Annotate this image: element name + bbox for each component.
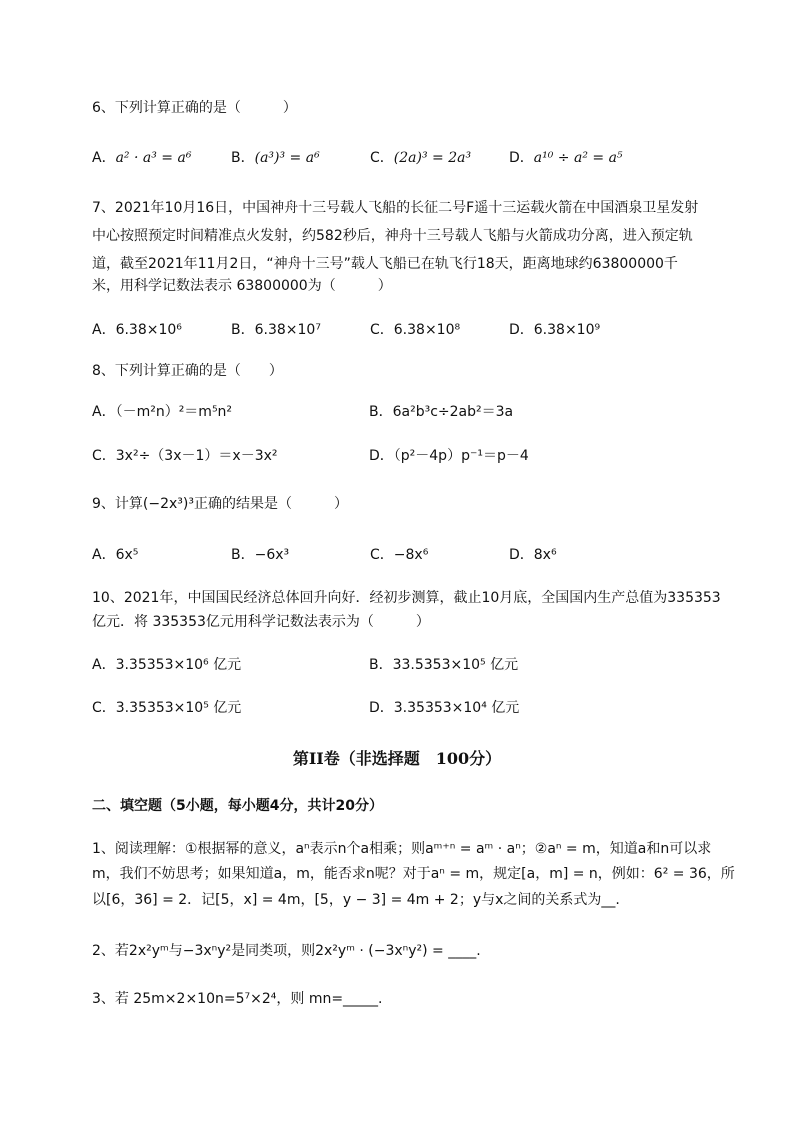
- q10-line-1: 10、2021年，中国国民经济总体回升向好．经初步测算，截止10月底，全国国内生产总值为335353: [92, 590, 721, 606]
- q8-option-a: A．（－m²n）²＝m⁵n²: [92, 404, 233, 420]
- q6-option-b: [231, 148, 320, 168]
- q10-option-c: C．3.35353×10⁵ 亿元: [92, 700, 242, 716]
- q7-option-a: A．6.38×10⁶: [92, 322, 182, 338]
- q7-line-4: 米，用科学记数法表示 63800000为（ ）: [92, 278, 392, 294]
- q10-option-d: D．3.35353×10⁴ 亿元: [369, 700, 520, 716]
- fill2-text: 2、若2x²yᵐ与−3xⁿy²是同类项，则2x²yᵐ · (−3xⁿy²) = ____.: [92, 943, 481, 959]
- q7-option-d: D．6.38×10⁹: [509, 322, 601, 338]
- q8-stem: 8、下列计算正确的是（ ）: [92, 363, 283, 379]
- fill1-line-3: 以[6，36] = 2．记[5，x] = 4m，[5，y − 3] = 4m + 2；y与x之间的关系式为__.: [92, 892, 620, 908]
- option-expr: a² · a³ = a⁶: [115, 150, 192, 166]
- q9-option-d: D．8x⁶: [509, 547, 557, 563]
- q8-option-c: C．3x²÷（3x－1）＝x－3x²: [92, 448, 278, 464]
- option-label: A．: [92, 150, 116, 166]
- q6-stem: 6、下列计算正确的是（ ）: [92, 100, 297, 116]
- section-title: 第II卷（非选择题 100分）: [292, 749, 502, 768]
- fill1-line-1: 1、阅读理解：①根据幂的意义，aⁿ表示n个a相乘；则aᵐ⁺ⁿ = aᵐ · aⁿ；②aⁿ = m，知道a和n可以求: [92, 841, 712, 857]
- option-expr: (a³)³ = a⁶: [254, 150, 320, 166]
- q7-line-3: 道，截至2021年11月2日，“神舟十三号”载人飞船已在轨飞行18天，距离地球约63800000千: [92, 256, 678, 272]
- option-label: C．: [370, 150, 394, 166]
- option-expr: a¹⁰ ÷ a² = a⁵: [533, 150, 623, 166]
- q7-line-1: 7、2021年10月16日，中国神舟十三号载人飞船的长征二号F遥十三运载火箭在中国酒泉卫星发射: [92, 200, 699, 216]
- q8-option-b: B．6a²b³c÷2ab²＝3a: [369, 404, 514, 420]
- q10-line-2: 亿元．将 335353亿元用科学记数法表示为（ ）: [92, 614, 430, 630]
- q9-option-a: A．6x⁵: [92, 547, 139, 563]
- q6-option-c: [370, 148, 471, 168]
- q8-option-d: D．（p²－4p）p⁻¹＝p－4: [369, 448, 529, 464]
- q7-line-2: 中心按照预定时间精准点火发射，约582秒后，神舟十三号载人飞船与火箭成功分离，进入预定轨: [92, 228, 693, 244]
- option-label: D．: [509, 150, 534, 166]
- q9-option-c: C．−8x⁶: [370, 547, 429, 563]
- fill1-line-2: m，我们不妨思考；如果知道a，m，能否求n呢？对于aⁿ = m，规定[a，m] = n，例如：6² = 36，所: [92, 866, 735, 882]
- q10-option-a: A．3.35353×10⁶ 亿元: [92, 657, 242, 673]
- q7-option-c: C．6.38×10⁸: [370, 322, 461, 338]
- q7-option-b: B．6.38×10⁷: [231, 322, 321, 338]
- option-label: B．: [231, 150, 255, 166]
- section-heading: 二、填空题（5小题，每小题4分，共计20分）: [92, 798, 383, 814]
- q10-option-b: B．33.5353×10⁵ 亿元: [369, 657, 519, 673]
- q9-stem: 9、计算(−2x³)³正确的结果是（ ）: [92, 496, 348, 512]
- q9-option-b: B．−6x³: [231, 547, 290, 563]
- option-expr: (2a)³ = 2a³: [393, 150, 472, 166]
- q6-option-a: [92, 148, 191, 168]
- fill3-text: 3、若 25m×2×10n=5⁷×2⁴，则 mn=_____.: [92, 991, 383, 1007]
- q6-option-d: [509, 148, 623, 168]
